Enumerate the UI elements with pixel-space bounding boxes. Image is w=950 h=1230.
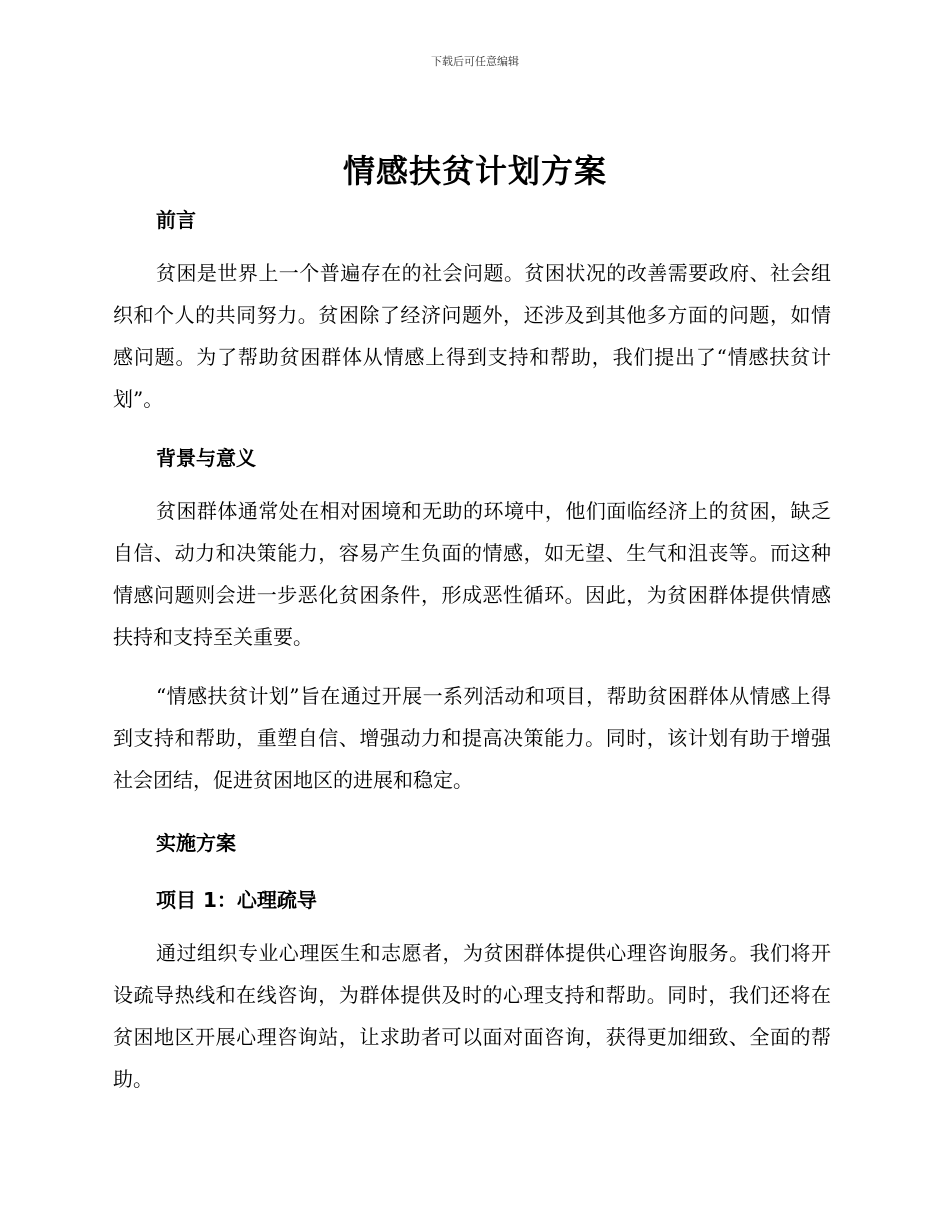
section-heading-plan: 实施方案 [156,831,236,855]
document-body [113,205,831,1100]
background-paragraph-1: 贫困群体通常处在相对困境和无助的环境中，他们面临经济上的贫困，缺乏自信、动力和决策能力，容易产生负面的情感，如无望、生气和沮丧等。而这种情感问题则会进一步恶化贫困条件，形成恶性循环。因此，为贫困群体提供情感扶持和支持至关重要。 [113,499,831,649]
preface-paragraph: 贫困是世界上一个普遍存在的社会问题。贫困状况的改善需要政府、社会组织和个人的共同努力。贫困除了经济问题外，还涉及到其他多方面的问题，如情感问题。为了帮助贫困群体从情感上得到支持和帮助，我们提出了“情感扶贫计划”。 [113,261,831,411]
section-heading-background: 背景与意义 [156,446,256,470]
subsection-heading-project1: 项目 1：心理疏导 [156,888,317,912]
background-paragraph-2: “情感扶贫计划”旨在通过开展一系列活动和项目，帮助贫困群体从情感上得到支持和帮助，重塑自信、增强动力和提高决策能力。同时，该计划有助于增强社会团结，促进贫困地区的进展和稳定。 [113,684,831,792]
header-note: 下载后可任意编辑 [431,55,519,68]
section-heading-preface: 前言 [156,208,196,232]
page-title: 情感扶贫计划方案 [342,152,607,190]
project1-paragraph: 通过组织专业心理医生和志愿者，为贫困群体提供心理咨询服务。我们将开设疏导热线和在线咨询，为群体提供及时的心理支持和帮助。同时，我们还将在贫困地区开展心理咨询站，让求助者可以面对面咨询，获得更加细致、全面的帮助。 [113,941,831,1091]
